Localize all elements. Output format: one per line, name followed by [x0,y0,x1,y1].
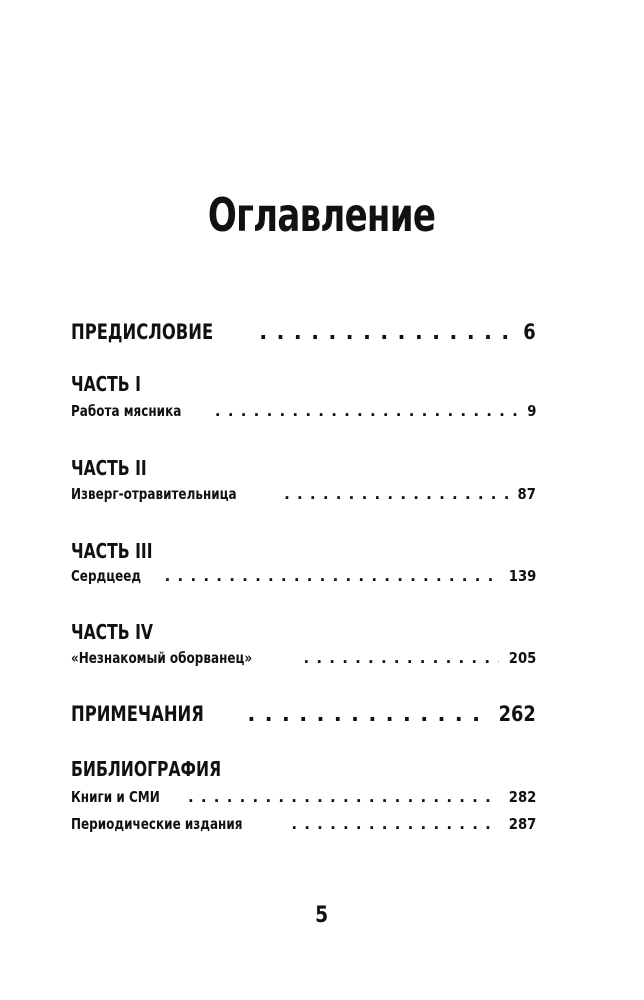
dot-leader [165,570,499,585]
toc-part-heading: ЧАСТЬ III [71,539,153,563]
toc-entry-periodicals[interactable] [71,815,536,833]
toc-entry-label: ПРИМЕЧАНИЯ [71,702,204,726]
toc-entry-part2[interactable] [71,485,536,503]
toc-entry-books[interactable] [71,788,536,806]
page-number: 5 [315,903,329,928]
page-title [0,188,644,242]
toc-entry-part1[interactable] [71,402,536,420]
toc-entry-label: Изверг-отравительница [71,485,237,503]
dot-leader [303,652,498,667]
toc-entry-preface[interactable] [71,320,536,344]
toc-entry-part3[interactable] [71,567,536,585]
dot-leader [188,791,499,806]
toc-entry-page: 282 [508,788,536,806]
toc-part-heading: ЧАСТЬ IV [71,620,153,644]
toc-entry-label: Работа мясника [71,402,182,420]
dot-leader [259,323,515,344]
toc-entry-page: 262 [498,702,536,726]
dot-leader [291,818,498,833]
toc-entry-label: Сердцеед [71,567,142,585]
toc-entry-page: 205 [508,649,536,667]
toc-part-heading: ЧАСТЬ I [71,372,141,396]
dot-leader [247,705,486,726]
toc-entry-page: 87 [517,485,536,503]
toc-entry-notes[interactable] [71,702,536,726]
toc-entry-page: 9 [526,402,536,420]
toc-part-heading: ЧАСТЬ II [71,456,147,480]
toc-entry-page: 6 [523,320,536,344]
toc-entry-label: ПРЕДИСЛОВИЕ [71,320,214,344]
toc-entry-label: «Незнакомый оборванец» [71,649,253,667]
dot-leader [215,405,520,420]
toc-entry-page: 139 [508,567,536,585]
toc-entry-part4[interactable] [71,649,536,667]
dot-leader [284,488,509,503]
toc-part-heading: БИБЛИОГРАФИЯ [71,757,222,781]
toc-entry-page: 287 [508,815,536,833]
toc-entry-label: Книги и СМИ [71,788,160,806]
toc-entry-label: Периодические издания [71,815,243,833]
page-title-text: Оглавление [208,188,436,242]
